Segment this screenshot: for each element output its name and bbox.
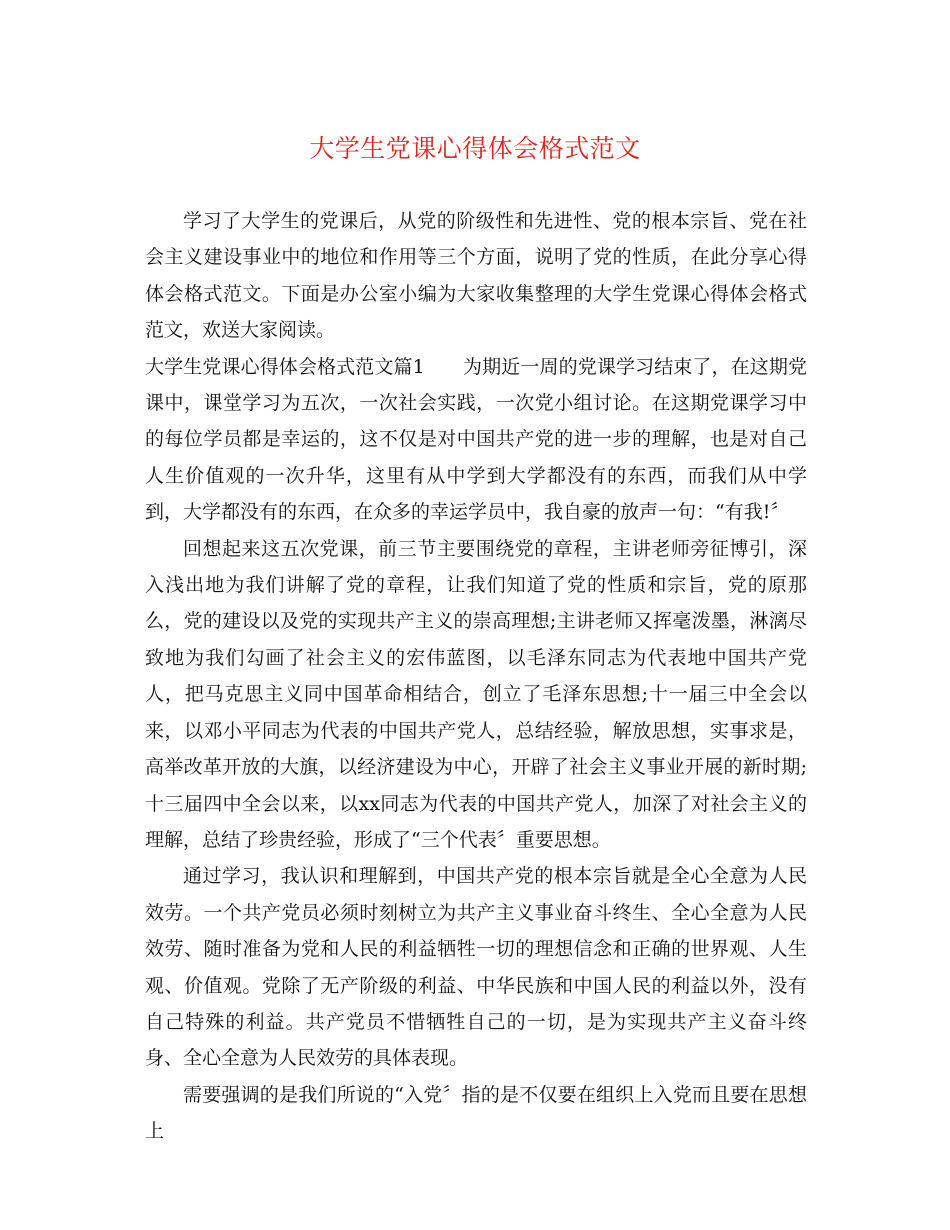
paragraph-article-1-start: 大学生党课心得体会格式范文篇1 为期近一周的党课学习结束了，在这期党课中，课堂学习为五次，一次社会实践，一次党小组讨论。在这期党课学习中的每位学员都是幸运的，这不仅是对中国共产党的进一步的理解，也是对自己人生价值观的一次升华，这里有从中学到大学都没有的东西，而我们从中学到，大学都没有的东西，在众多的幸运学员中，我自豪的放声一句：“有我!〞	[145, 355, 807, 524]
document-body	[145, 203, 807, 1150]
paragraph-party-course-review: 回想起来这五次党课，前三节主要围绕党的章程，主讲老师旁征博引，深入浅出地为我们讲解了党的章程，让我们知道了党的性质和宗旨，党的原那么，党的建设以及党的实现共产主义的崇高理想;主讲老师又挥毫泼墨，淋漓尽致地为我们勾画了社会主义的宏伟蓝图，以毛泽东同志为代表地中国共产党人，把马克思主义同中国革命相结合，创立了毛泽东思想;十一届三中全会以来，以邓小平同志为代表的中国共产党人，总结经验，解放思想，实事求是，高举改革开放的大旗，以经济建设为中心，开辟了社会主义事业开展的新时期;十三届四中全会以来，以xx同志为代表的中国共产党人，加深了对社会主义的理解，总结了珍贵经验，形成了“三个代表〞重要思想。	[145, 537, 807, 851]
document-title: 大学生党课心得体会格式范文	[309, 134, 641, 163]
paragraph-party-purpose: 通过学习，我认识和理解到，中国共产党的根本宗旨就是全心全意为人民效劳。一个共产党员必须时刻树立为共产主义事业奋斗终生、全心全意为人民效劳、随时准备为党和人民的利益牺牲一切的理想信念和正确的世界观、人生观、价值观。党除了无产阶级的利益、中华民族和中国人民的利益以外，没有自己特殊的利益。共产党员不惜牺牲自己的一切，是为实现共产主义奋斗终身、全心全意为人民效劳的具体表现。	[145, 865, 807, 1070]
paragraph-joining-party: 需要强调的是我们所说的“入党〞指的是不仅要在组织上入党而且要在思想上	[145, 1083, 807, 1143]
paragraph-intro: 学习了大学生的党课后，从党的阶级性和先进性、党的根本宗旨、党在社会主义建设事业中的地位和作用等三个方面，说明了党的性质，在此分享心得体会格式范文。下面是办公室小编为大家收集整理的大学生党课心得体会格式范文，欢送大家阅读。	[145, 210, 807, 342]
